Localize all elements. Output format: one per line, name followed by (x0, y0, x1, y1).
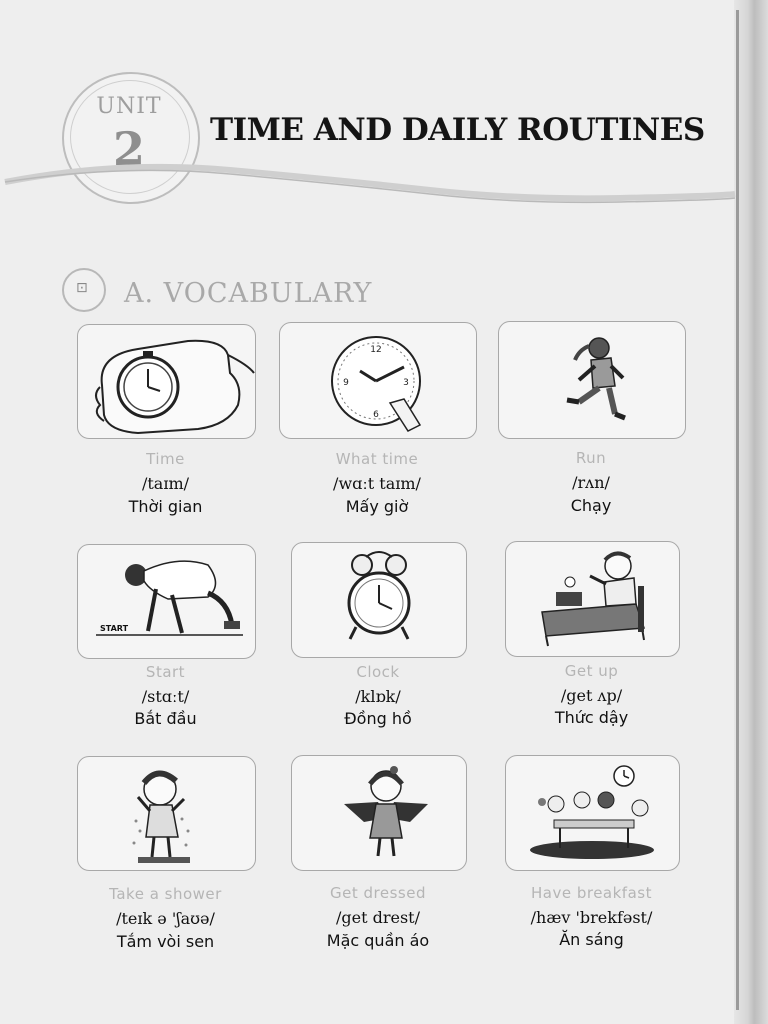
vocab-card-get-up (505, 541, 680, 657)
svg-text:12: 12 (370, 345, 382, 355)
svg-text:6: 6 (373, 410, 379, 420)
vocab-card-start (77, 544, 256, 659)
vocab-word-start: Start (145, 663, 186, 681)
page-title: TIME AND DAILY ROUTINES (210, 112, 705, 148)
wall-clock-icon (280, 323, 476, 438)
vocab-card-take-a-shower (77, 756, 256, 871)
girl-getting-dressed-icon (292, 756, 466, 870)
vocab-word-clock: Clock (356, 663, 400, 681)
vocab-ipa-what-time: /wɑːt taɪm/ (333, 474, 421, 493)
vocab-word-take-a-shower: Take a shower (109, 885, 222, 903)
family-at-breakfast-table-icon (506, 756, 679, 870)
stopwatch-in-hand-icon (78, 325, 255, 438)
vocab-card-clock (291, 542, 467, 658)
start-line-text: START (100, 624, 129, 633)
vocab-meaning-clock: Đồng hồ (344, 709, 412, 728)
vocab-meaning-get-up: Thức dậy (554, 708, 629, 727)
vocab-ipa-have-breakfast: /hæv 'brekfəst/ (530, 908, 653, 927)
vocab-meaning-start: Bắt đầu (134, 709, 197, 728)
vocab-ipa-get-up: /get ʌp/ (560, 686, 623, 705)
vocab-meaning-time: Thời gian (128, 497, 203, 516)
boy-in-shower-icon (78, 757, 255, 870)
unit-number: 2 (112, 122, 145, 176)
vocab-meaning-take-a-shower: Tắm vòi sen (116, 932, 215, 951)
vocab-meaning-get-dressed: Mặc quần áo (326, 931, 430, 950)
svg-text:9: 9 (343, 378, 349, 388)
section-title: A. VOCABULARY (124, 278, 373, 309)
svg-text:3: 3 (403, 378, 409, 388)
unit-label: UNIT (96, 94, 162, 119)
vocab-word-get-up: Get up (564, 662, 619, 680)
vocab-word-have-breakfast: Have breakfast (531, 884, 652, 902)
runner-at-start-line-icon (78, 545, 255, 658)
vocab-ipa-clock: /klɒk/ (355, 687, 401, 706)
vocab-meaning-have-breakfast: Ăn sáng (559, 930, 624, 949)
header-wave-decoration (0, 150, 740, 230)
vocab-word-get-dressed: Get dressed (330, 884, 426, 902)
vocab-ipa-get-dressed: /get drest/ (335, 908, 420, 927)
girl-running-icon (499, 322, 685, 438)
vocab-card-time (77, 324, 256, 439)
vocab-ipa-time: /taɪm/ (141, 474, 190, 493)
boy-waking-in-bed-icon (506, 542, 679, 656)
vocab-ipa-take-a-shower: /teɪk ə 'ʃaʊə/ (116, 909, 215, 928)
vocab-word-run: Run (575, 449, 607, 467)
section-icon: ⊡ (62, 268, 106, 312)
vocab-word-time: Time (146, 450, 185, 468)
vocab-ipa-run: /rʌn/ (572, 473, 610, 492)
vocab-meaning-what-time: Mấy giờ (345, 497, 409, 516)
vocab-card-have-breakfast (505, 755, 680, 871)
vocab-card-get-dressed (291, 755, 467, 871)
alarm-clock-icon (292, 543, 466, 657)
vocab-ipa-start: /stɑːt/ (141, 687, 190, 706)
vocab-meaning-run: Chạy (570, 496, 612, 515)
vocab-card-run (498, 321, 686, 439)
vocab-card-what-time (279, 322, 477, 439)
vocab-word-what-time: What time (335, 450, 419, 468)
